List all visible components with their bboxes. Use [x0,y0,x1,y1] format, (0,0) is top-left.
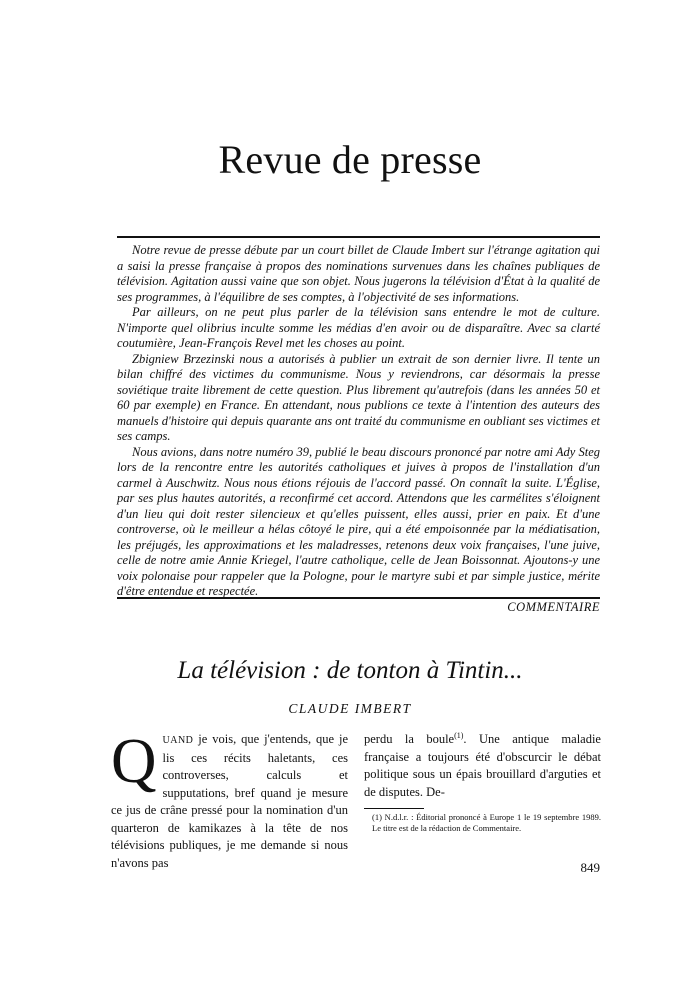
footnote [364,812,601,834]
article-text-left: je vois, que j'entends, que je lis ces récits haletants, ces controverses, calculs et supputations, bref quand je mesure ce jus de crâne pressé pour la nomination d'un quarteron de kamikazes à la tête de nos télévisions publiques, je me demande si nous n'avons pas [111,732,348,870]
drop-cap: Q [111,726,157,796]
footnote-rule [364,808,424,809]
intro-bottom-rule [117,597,600,599]
article-column-right [364,731,601,801]
intro-signature: COMMENTAIRE [507,599,600,614]
footnote-reference: (1) [454,730,464,740]
page-title: Revue de presse [218,137,482,182]
article-paragraph [111,726,348,872]
intro-block [117,243,600,615]
intro-paragraph: Notre revue de presse débute par un court billet de Claude Imbert sur l'étrange agitation qui a saisi la presse française à propos des nominations survenues dans les chaînes publiques de télévision. Agitation aussi vaine que son objet. Nous jugerons la télévision d'État à la qualité de ses programmes, à l'équilibre de ses comptes, à l'objectivité de ses informations. [117,243,600,304]
article-column-left [111,726,348,872]
intro-top-rule [117,236,600,238]
article-text-right-end: . Une antique maladie française a toujours été d'obscurcir le débat politique sous un épais brouillard d'arguties et de disputes. De- [364,732,601,799]
intro-paragraph: Nous avions, dans notre numéro 39, publié le beau discours prononcé par notre ami Ady Steg lors de la rencontre entre les autorités catholiques et juives à propos de l'installation d'un carmel à Auschwitz. Nous nous étions réjouis de l'accord passé. On connaît la suite. L'Église, par ses plus hautes autorités, a reconfirmé cet accord. Attendons que les carmélites s'éloignent d'un lieu qui doit rester silencieux et qu'elles puissent, elles aussi, prier en paix. Et d'une controverse, où le meilleur a hélas côtoyé le pire, qui a été empoisonnée par la médiatisation, les préjugés, les approximations et les maladresses, retenons deux voix françaises, l'une juive, celle de notre amie Annie Kriegel, l'autre catholique, celle de Jean Boissonnat. Ajoutons-y une voix polonaise pour rappeler que la Pologne, pour le martyre subi et par simple justice, mérite d'être entendue et respectée. [117,444,600,598]
lead-smallcaps: UAND [162,735,194,746]
page-number: 849 [580,860,600,875]
article-author: CLAUDE IMBERT [288,701,412,716]
footnote-text: (1) N.d.l.r. : Éditorial prononcé à Europe 1 le 19 septembre 1989. Le titre est de la rédaction de Commentaire. [372,812,601,833]
intro-paragraph: Par ailleurs, on ne peut plus parler de la télévision sans entendre le mot de culture. N'importe quel olibrius inculte somme les médias d'en avoir ou de disparaître. Avec sa clarté coutumière, Jean-François Revel met les choses au point. [117,305,600,350]
article-paragraph [364,731,601,801]
intro-paragraph: Zbigniew Brzezinski nous a autorisés à publier un extrait de son dernier livre. Il tente un bilan chiffré des victimes du communisme. Nous y reviendrons, car désormais la presse soviétique traite librement de cette question. Plus librement qu'autrefois (dans les années 50 et 60 par exemple) en France. En attendant, nous publions ce texte à l'intention des auteurs des manuels d'histoire qui depuis quarante ans ont traité du communisme en oubliant ses victimes et ses camps. [117,351,600,443]
article-title: La télévision : de tonton à Tintin... [177,657,523,684]
article-text-right-start: perdu la boule [364,732,455,746]
